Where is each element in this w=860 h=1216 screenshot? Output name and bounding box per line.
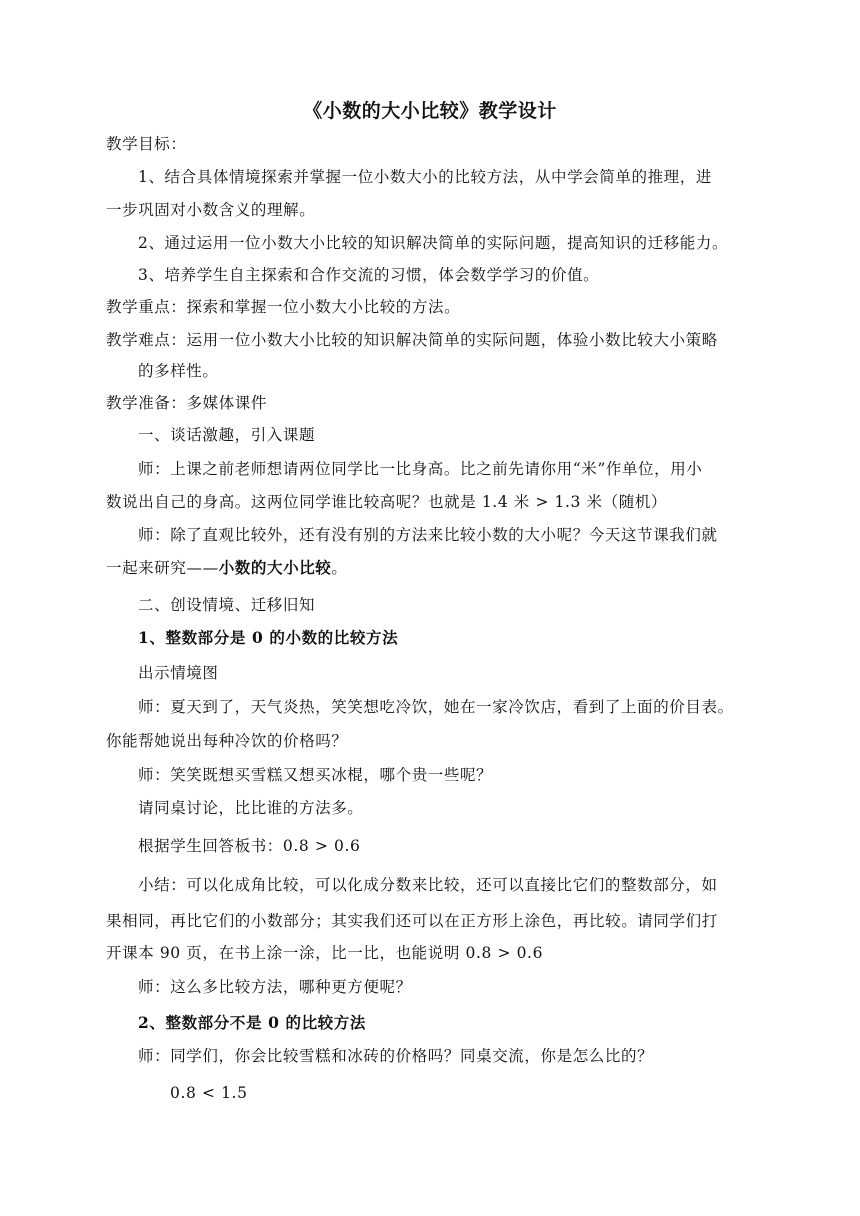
- comparison-result: 0.8 < 1.5: [170, 1084, 248, 1102]
- subsection-1-heading: 1、整数部分是 0 的小数的比较方法: [138, 628, 399, 647]
- key-point: 教学重点：探索和掌握一位小数大小比较的方法。: [106, 298, 461, 316]
- summary-line-1: 小结：可以化成角比较，可以化成分数来比较，还可以直接比它们的整数部分，如: [138, 876, 718, 894]
- goal-1-line-1: 1、结合具体情境探索并掌握一位小数大小的比较方法，从中学会简单的推理，进: [138, 168, 712, 186]
- paragraph-2-end: 。: [331, 559, 348, 577]
- paragraph-2-line-2: [106, 557, 758, 579]
- section-1-heading: 一、谈话激趣，引入课题: [138, 426, 316, 444]
- summary-line-3: 开课本 90 页，在书上涂一涂，比一比，也能说明 0.8 > 0.6: [106, 944, 544, 962]
- document-title: 《小数的大小比较》教学设计: [303, 100, 557, 122]
- show-scene: 出示情境图: [138, 664, 219, 682]
- paragraph-1-line-2: 数说出自己的身高。这两位同学谁比较高呢？也就是 1.4 米 > 1.3 米（随机）: [106, 493, 668, 511]
- teaching-goals-heading: 教学目标：: [106, 135, 187, 153]
- lesson-topic-emphasis: 小数的大小比较: [218, 558, 332, 577]
- summary-line-2: 果相同，再比它们的小数部分；其实我们还可以在正方形上涂色，再比较。请同学们打: [106, 912, 718, 930]
- paragraph-2-text: 一起来研究——: [106, 559, 219, 577]
- section-2-heading: 二、创设情境、迁移旧知: [138, 596, 316, 614]
- paragraph-1-line-1: 师：上课之前老师想请两位同学比一比身高。比之前先请你用“米”作单位，用小: [138, 460, 703, 478]
- subsection-2-heading: 2、整数部分不是 0 的比较方法: [138, 1013, 366, 1032]
- paragraph-7: 师：同学们，你会比较雪糕和冰砖的价格吗？同桌交流，你是怎么比的？: [138, 1047, 654, 1065]
- paragraph-3-line-2: 你能帮她说出每种冷饮的价格吗？: [106, 732, 348, 750]
- difficulty-line-1: 教学难点：运用一位小数大小比较的知识解决简单的实际问题，体验小数比较大小策略: [106, 331, 718, 349]
- preparation: 教学准备：多媒体课件: [106, 394, 268, 412]
- goal-3: 3、培养学生自主探索和合作交流的习惯，体会数学学习的价值。: [138, 266, 600, 284]
- paragraph-5: 请同桌讨论，比比谁的方法多。: [138, 799, 364, 817]
- paragraph-6: 师：这么多比较方法，哪种更方便呢？: [138, 978, 412, 996]
- difficulty-line-2: 的多样性。: [138, 362, 219, 380]
- paragraph-3-line-1: 师：夏天到了，天气炎热，笑笑想吃冷饮，她在一家冷饮店，看到了上面的价目表。: [138, 698, 734, 716]
- board-writing: 根据学生回答板书：0.8 > 0.6: [138, 837, 361, 855]
- paragraph-2-line-1: 师：除了直观比较外，还有没有别的方法来比较小数的大小呢？今天这节课我们就: [138, 526, 718, 544]
- goal-2: 2、通过运用一位小数大小比较的知识解决简单的实际问题，提高知识的迁移能力。: [138, 234, 729, 252]
- paragraph-4: 师：笑笑既想买雪糕又想买冰棍，哪个贵一些呢？: [138, 766, 493, 784]
- goal-1-line-2: 一步巩固对小数含义的理解。: [106, 201, 316, 219]
